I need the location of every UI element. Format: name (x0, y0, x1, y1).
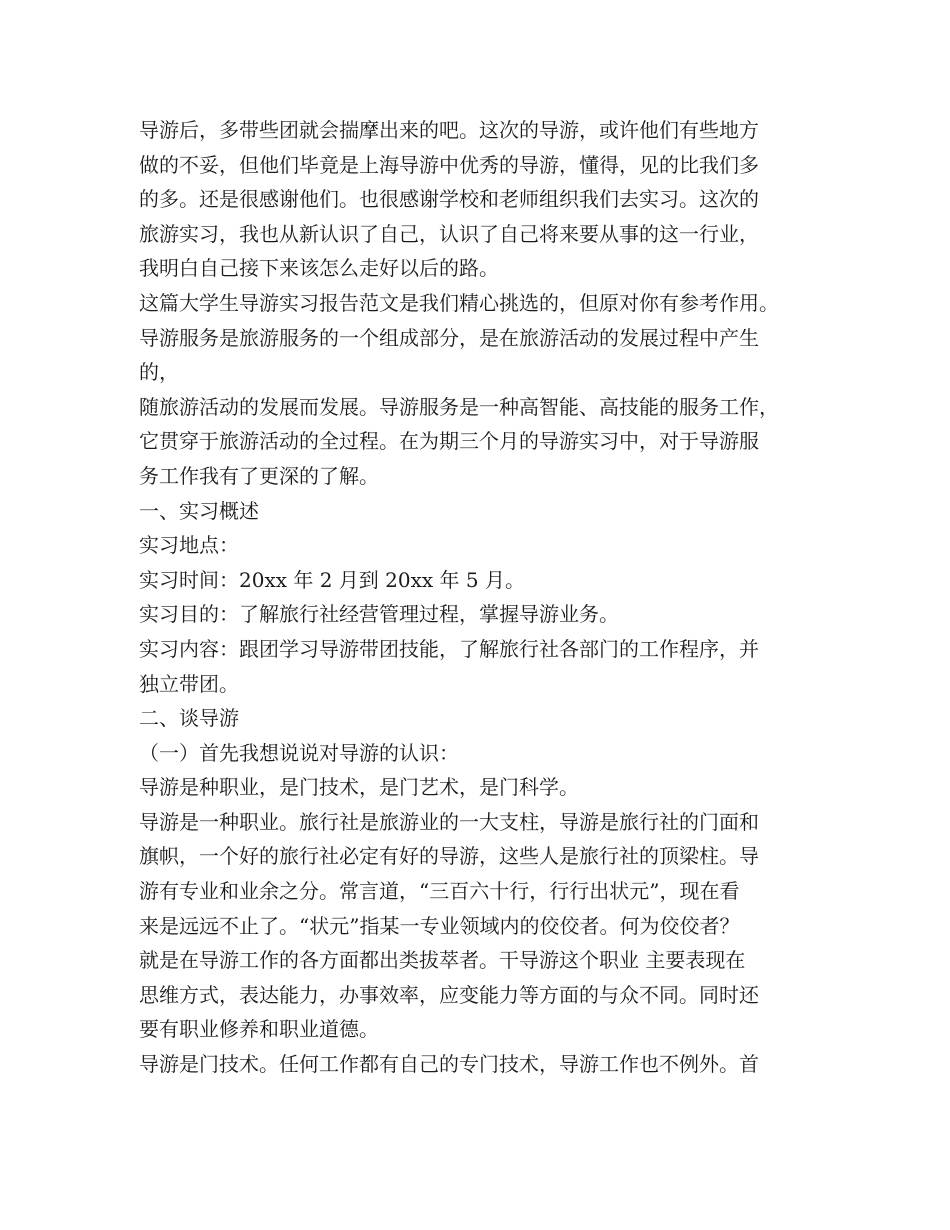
text-line: 要有职业修养和职业道德。 (139, 1017, 379, 1042)
text-line: 来是远远不止了。“状元”指某一专业领域内的佼佼者。何为佼佼者？ (139, 913, 740, 938)
text-line: 实习时间：20xx 年 2 月到 20xx 年 5 月。 (139, 567, 525, 592)
text-line: 实习内容：跟团学习导游带团技能，了解旅行社各部门的工作程序，并 (139, 636, 759, 661)
text-line: 独立带团。 (139, 671, 239, 696)
text-line: 的多。还是很感谢他们。也很感谢学校和老师组织我们去实习。这次的 (139, 187, 759, 212)
text-line: 导游服务是旅游服务的一个组成部分，是在旅游活动的发展过程中产生 (139, 325, 759, 350)
text-line: 导游是一种职业。旅行社是旅游业的一大支柱，导游是旅行社的门面和 (139, 809, 759, 834)
text-line: 的， (139, 360, 179, 385)
text-line: 它贯穿于旅游活动的全过程。在为期三个月的导游实习中，对于导游服 (139, 429, 759, 454)
section-heading: 一、实习概述 (139, 498, 259, 523)
document-body (139, 113, 839, 1082)
text-line: 我明白自己接下来该怎么走好以后的路。 (139, 256, 499, 281)
text-line: 就是在导游工作的各方面都出类拔萃者。干导游这个职业 主要表现在 (139, 948, 746, 973)
text-line: 实习目的：了解旅行社经营管理过程，掌握导游业务。 (139, 602, 619, 627)
text-line: 旗帜，一个好的旅行社必定有好的导游，这些人是旅行社的顶梁柱。导 (139, 844, 759, 869)
text-line: 旅游实习，我也从新认识了自己，认识了自己将来要从事的这一行业， (139, 221, 759, 246)
text-line: 这篇大学生导游实习报告范文是我们精心挑选的，但原对你有参考作用。 (139, 290, 779, 315)
subsection-heading: （一）首先我想说说对导游的认识： (139, 740, 459, 765)
section-heading: 二、谈导游 (139, 706, 239, 731)
text-line: 导游是门技术。任何工作都有自己的专门技术，导游工作也不例外。首 (139, 1052, 759, 1077)
text-line: 思维方式，表达能力，办事效率，应变能力等方面的与众不同。同时还 (139, 982, 759, 1007)
text-line: 导游是种职业，是门技术，是门艺术，是门科学。 (139, 775, 579, 800)
text-line: 随旅游活动的发展而发展。导游服务是一种高智能、高技能的服务工作， (139, 394, 779, 419)
text-line: 游有专业和业余之分。常言道，“三百六十行，行行出状元”，现在看 (139, 879, 740, 904)
text-line: 务工作我有了更深的了解。 (139, 463, 379, 488)
text-line: 做的不妥，但他们毕竟是上海导游中优秀的导游，懂得，见的比我们多 (139, 152, 759, 177)
text-line: 实习地点： (139, 533, 239, 558)
text-line: 导游后，多带些团就会揣摩出来的吧。这次的导游，或许他们有些地方 (139, 118, 759, 142)
